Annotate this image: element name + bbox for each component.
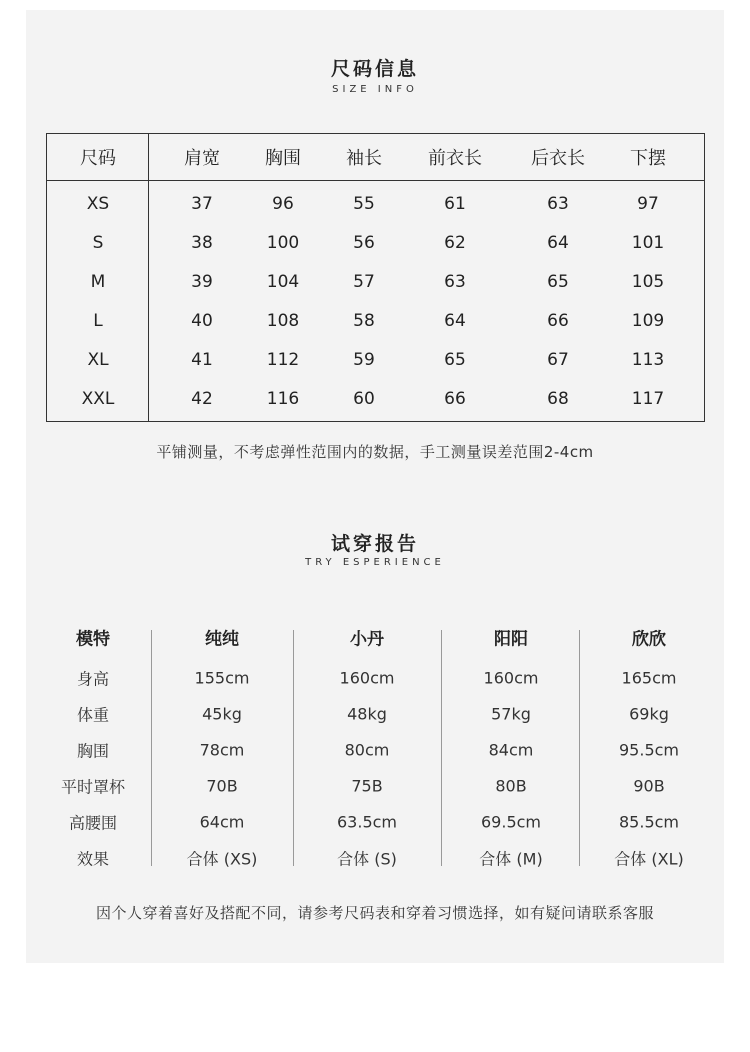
measure-value: 75B	[351, 776, 383, 796]
measure-value: 合体 (XS)	[186, 849, 258, 869]
size-label-cell: M	[90, 272, 106, 292]
size-value-cell: 37	[191, 194, 213, 214]
measure-value: 80B	[495, 776, 527, 796]
size-value-cell: 41	[191, 350, 213, 370]
size-table	[46, 133, 705, 422]
size-label-cell: S	[92, 233, 104, 253]
measure-value: 45kg	[202, 704, 242, 724]
size-value-cell: 65	[547, 272, 569, 292]
model-name: 纯纯	[205, 629, 239, 650]
size-label-cell: XXL	[81, 389, 115, 409]
try-table-divider	[293, 630, 294, 866]
size-value-cell: 101	[631, 233, 665, 253]
model-name: 小丹	[350, 629, 384, 650]
size-info-subtitle: SIZE INFO	[332, 84, 418, 95]
size-value-cell: 109	[631, 311, 665, 331]
size-value-cell: 64	[444, 311, 466, 331]
model-name: 阳阳	[494, 629, 528, 650]
measure-value: 69kg	[629, 704, 669, 724]
size-value-cell: 113	[631, 350, 665, 370]
size-value-cell: 63	[444, 272, 466, 292]
size-header-cell: 尺码	[80, 148, 116, 169]
size-value-cell: 39	[191, 272, 213, 292]
size-table-column-divider	[148, 134, 149, 421]
size-value-cell: 38	[191, 233, 213, 253]
size-label-cell: L	[93, 311, 103, 331]
size-value-cell: 61	[444, 194, 466, 214]
size-value-cell: 66	[444, 389, 466, 409]
try-report-subtitle: TRY ESPERIENCE	[305, 557, 445, 568]
size-header-cell: 袖长	[346, 148, 382, 169]
measure-value: 合体 (S)	[337, 849, 397, 869]
size-value-cell: 97	[637, 194, 659, 214]
size-value-cell: 67	[547, 350, 569, 370]
size-header-cell: 前衣长	[428, 148, 482, 169]
size-value-cell: 96	[272, 194, 294, 214]
try-table-divider	[151, 630, 152, 866]
size-header-cell: 后衣长	[531, 148, 585, 169]
size-header-cell: 胸围	[265, 148, 301, 169]
measure-label: 体重	[76, 705, 110, 725]
measure-value: 155cm	[194, 668, 250, 688]
measure-value: 160cm	[483, 668, 539, 688]
measure-value: 57kg	[491, 704, 531, 724]
try-report-note: 因个人穿着喜好及搭配不同，请参考尺码表和穿着习惯选择，如有疑问请联系客服	[95, 904, 654, 922]
measure-label: 平时罩杯	[60, 777, 126, 797]
measure-value: 48kg	[347, 704, 387, 724]
size-value-cell: 40	[191, 311, 213, 331]
measure-value: 85.5cm	[618, 812, 680, 832]
size-label-cell: XS	[86, 194, 110, 214]
try-table-divider	[579, 630, 580, 866]
measure-value: 84cm	[488, 740, 534, 760]
size-value-cell: 104	[266, 272, 300, 292]
size-value-cell: 42	[191, 389, 213, 409]
size-value-cell: 57	[353, 272, 375, 292]
size-value-cell: 55	[353, 194, 375, 214]
measure-label: 效果	[76, 849, 110, 869]
size-value-cell: 100	[266, 233, 300, 253]
size-value-cell: 68	[547, 389, 569, 409]
size-header-cell: 肩宽	[184, 148, 220, 169]
size-value-cell: 65	[444, 350, 466, 370]
model-header-label: 模特	[76, 629, 110, 650]
try-report-title: 试穿报告	[330, 533, 419, 555]
try-table-divider	[441, 630, 442, 866]
size-value-cell: 64	[547, 233, 569, 253]
size-header-cell: 下摆	[630, 148, 666, 169]
size-value-cell: 112	[266, 350, 300, 370]
model-name: 欣欣	[632, 629, 666, 650]
measure-label: 胸围	[76, 741, 110, 761]
measure-value: 64cm	[199, 812, 245, 832]
size-info-title: 尺码信息	[330, 58, 419, 80]
measure-value: 165cm	[621, 668, 677, 688]
measure-label: 身高	[76, 669, 110, 689]
measure-value: 合体 (M)	[479, 849, 543, 869]
measure-value: 95.5cm	[618, 740, 680, 760]
size-value-cell: 105	[631, 272, 665, 292]
measure-value: 80cm	[344, 740, 390, 760]
size-value-cell: 58	[353, 311, 375, 331]
size-value-cell: 62	[444, 233, 466, 253]
measure-value: 合体 (XL)	[614, 849, 684, 869]
size-value-cell: 108	[266, 311, 300, 331]
measure-value: 78cm	[199, 740, 245, 760]
size-note: 平铺测量，不考虑弹性范围内的数据，手工测量误差范围2-4cm	[156, 443, 594, 461]
measure-value: 160cm	[339, 668, 395, 688]
measure-label: 高腰围	[68, 813, 118, 833]
size-value-cell: 63	[547, 194, 569, 214]
size-value-cell: 59	[353, 350, 375, 370]
measure-value: 69.5cm	[480, 812, 542, 832]
size-value-cell: 116	[266, 389, 300, 409]
measure-value: 70B	[206, 776, 238, 796]
measure-value: 90B	[633, 776, 665, 796]
size-value-cell: 60	[353, 389, 375, 409]
size-value-cell: 117	[631, 389, 665, 409]
size-value-cell: 56	[353, 233, 375, 253]
size-value-cell: 66	[547, 311, 569, 331]
measure-value: 63.5cm	[336, 812, 398, 832]
size-label-cell: XL	[87, 350, 109, 370]
